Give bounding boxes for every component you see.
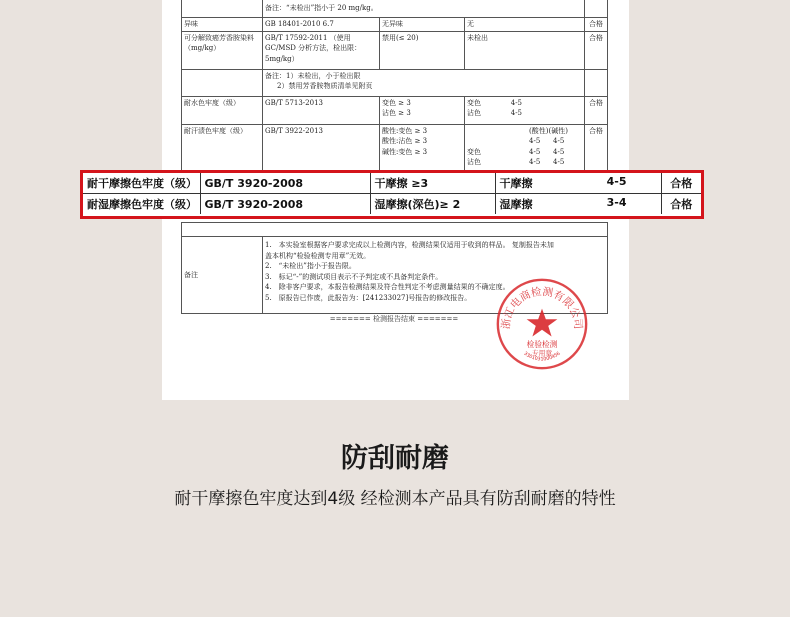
row-conclusion: 合格 [585,124,608,170]
row-item: 异味 [182,17,263,31]
row-standard: GB/T 3920-2008 [200,194,370,215]
amine-note: 2）禁用芳香胺物质清单见附页 [277,82,373,90]
remark-line: 3. 标记“-”的测试项目表示不予判定或不具备判定条件。 [265,272,443,281]
row-conclusion: 合格 [585,17,608,31]
row-requirement: 无异味 [380,17,465,31]
seal-org-text: 浙江电商检测有限公司 [500,285,584,330]
row-result: (酸性)(碱性) 4-5 4-5 变色 4-5 4-5 沾色 4-5 4-5 [465,124,585,170]
report-table-upper [181,0,608,171]
remark-line: 4. 除非客户要求，本报告检测结果及符合性判定不考虑测量结果的不确定度。 [265,283,510,291]
row-result: 湿摩擦 3-4 [495,194,661,215]
row-item: 耐水色牢度（级） [182,96,263,124]
row-conclusion: 合格 [585,96,608,124]
feature-title: 防刮耐磨 [341,443,449,474]
amine-note: 备注：1）未检出，小于检出限 [265,71,361,80]
row-requirement: 干摩擦 ≥3 [370,173,495,194]
remarks-label: 备注 [182,237,263,314]
row-conclusion: 合格 [661,173,701,194]
row-requirement: 禁用(≤ 20) [380,31,465,69]
row-conclusion: 合格 [661,194,701,215]
report-end-marker: ======= 检测报告结束 ======= [329,315,459,323]
row-result: 变色 4-5 沾色 4-5 [465,96,585,124]
remark-line: 1. 本实验室根据客户要求完成以上检测内容，检测结果仅适用于收到的样品。 复制报告未加 [265,241,554,249]
row-requirement: 湿摩擦(深色)≥ 2 [370,194,495,215]
inspection-seal-stamp [494,276,590,372]
row-standard: GB/T 5713-2013 [263,96,380,124]
seal-label: 检验检测 [526,340,558,350]
row-standard: GB/T 3920-2008 [200,173,370,194]
row-item: 可分解致癌芳香胺染料（mg/kg） [182,31,263,69]
row-standard: GB/T 17592-2011 （使用 GC/MSD 分析方法，检出限：5mg/kg） [263,31,380,69]
limit-note: 备注：“未检出”指小于 20 mg/kg。 [263,0,585,17]
row-result: 未检出 [465,31,585,69]
highlighted-rub-fastness-rows [80,170,704,219]
remark-line: 5. 原报告已作废，此报告为：[241233027]号报告的修改报告。 [265,293,472,302]
seal-number: 3301031000456 [522,351,562,363]
row-standard: GB 18401-2010 6.7 [263,17,380,31]
row-requirement: 酸性:变色 ≥ 3 酸性:沾色 ≥ 3 碱性:变色 ≥ 3 [380,124,465,170]
seal-label-2: 专用章 [531,349,553,358]
amine-notes [263,69,585,96]
remark-line: 2. “未检出”指小于报告限。 [265,262,356,270]
row-result: 无 [465,17,585,31]
row-item: 耐湿摩擦色牢度（级） [83,194,200,215]
remark-line: 盖本机构“检验检测专用章”无效。 [265,251,371,260]
row-requirement: 变色 ≥ 3 沾色 ≥ 3 [380,96,465,124]
feature-subtitle: 耐干摩擦色牢度达到4级 经检测本产品具有防刮耐磨的特性 [174,489,616,509]
row-standard: GB/T 3922-2013 [263,124,380,170]
row-item: 耐汗渍色牢度（级） [182,124,263,170]
row-conclusion: 合格 [585,31,608,69]
row-item: 耐干摩擦色牢度（级） [83,173,200,194]
row-result: 干摩擦 4-5 [495,173,661,194]
